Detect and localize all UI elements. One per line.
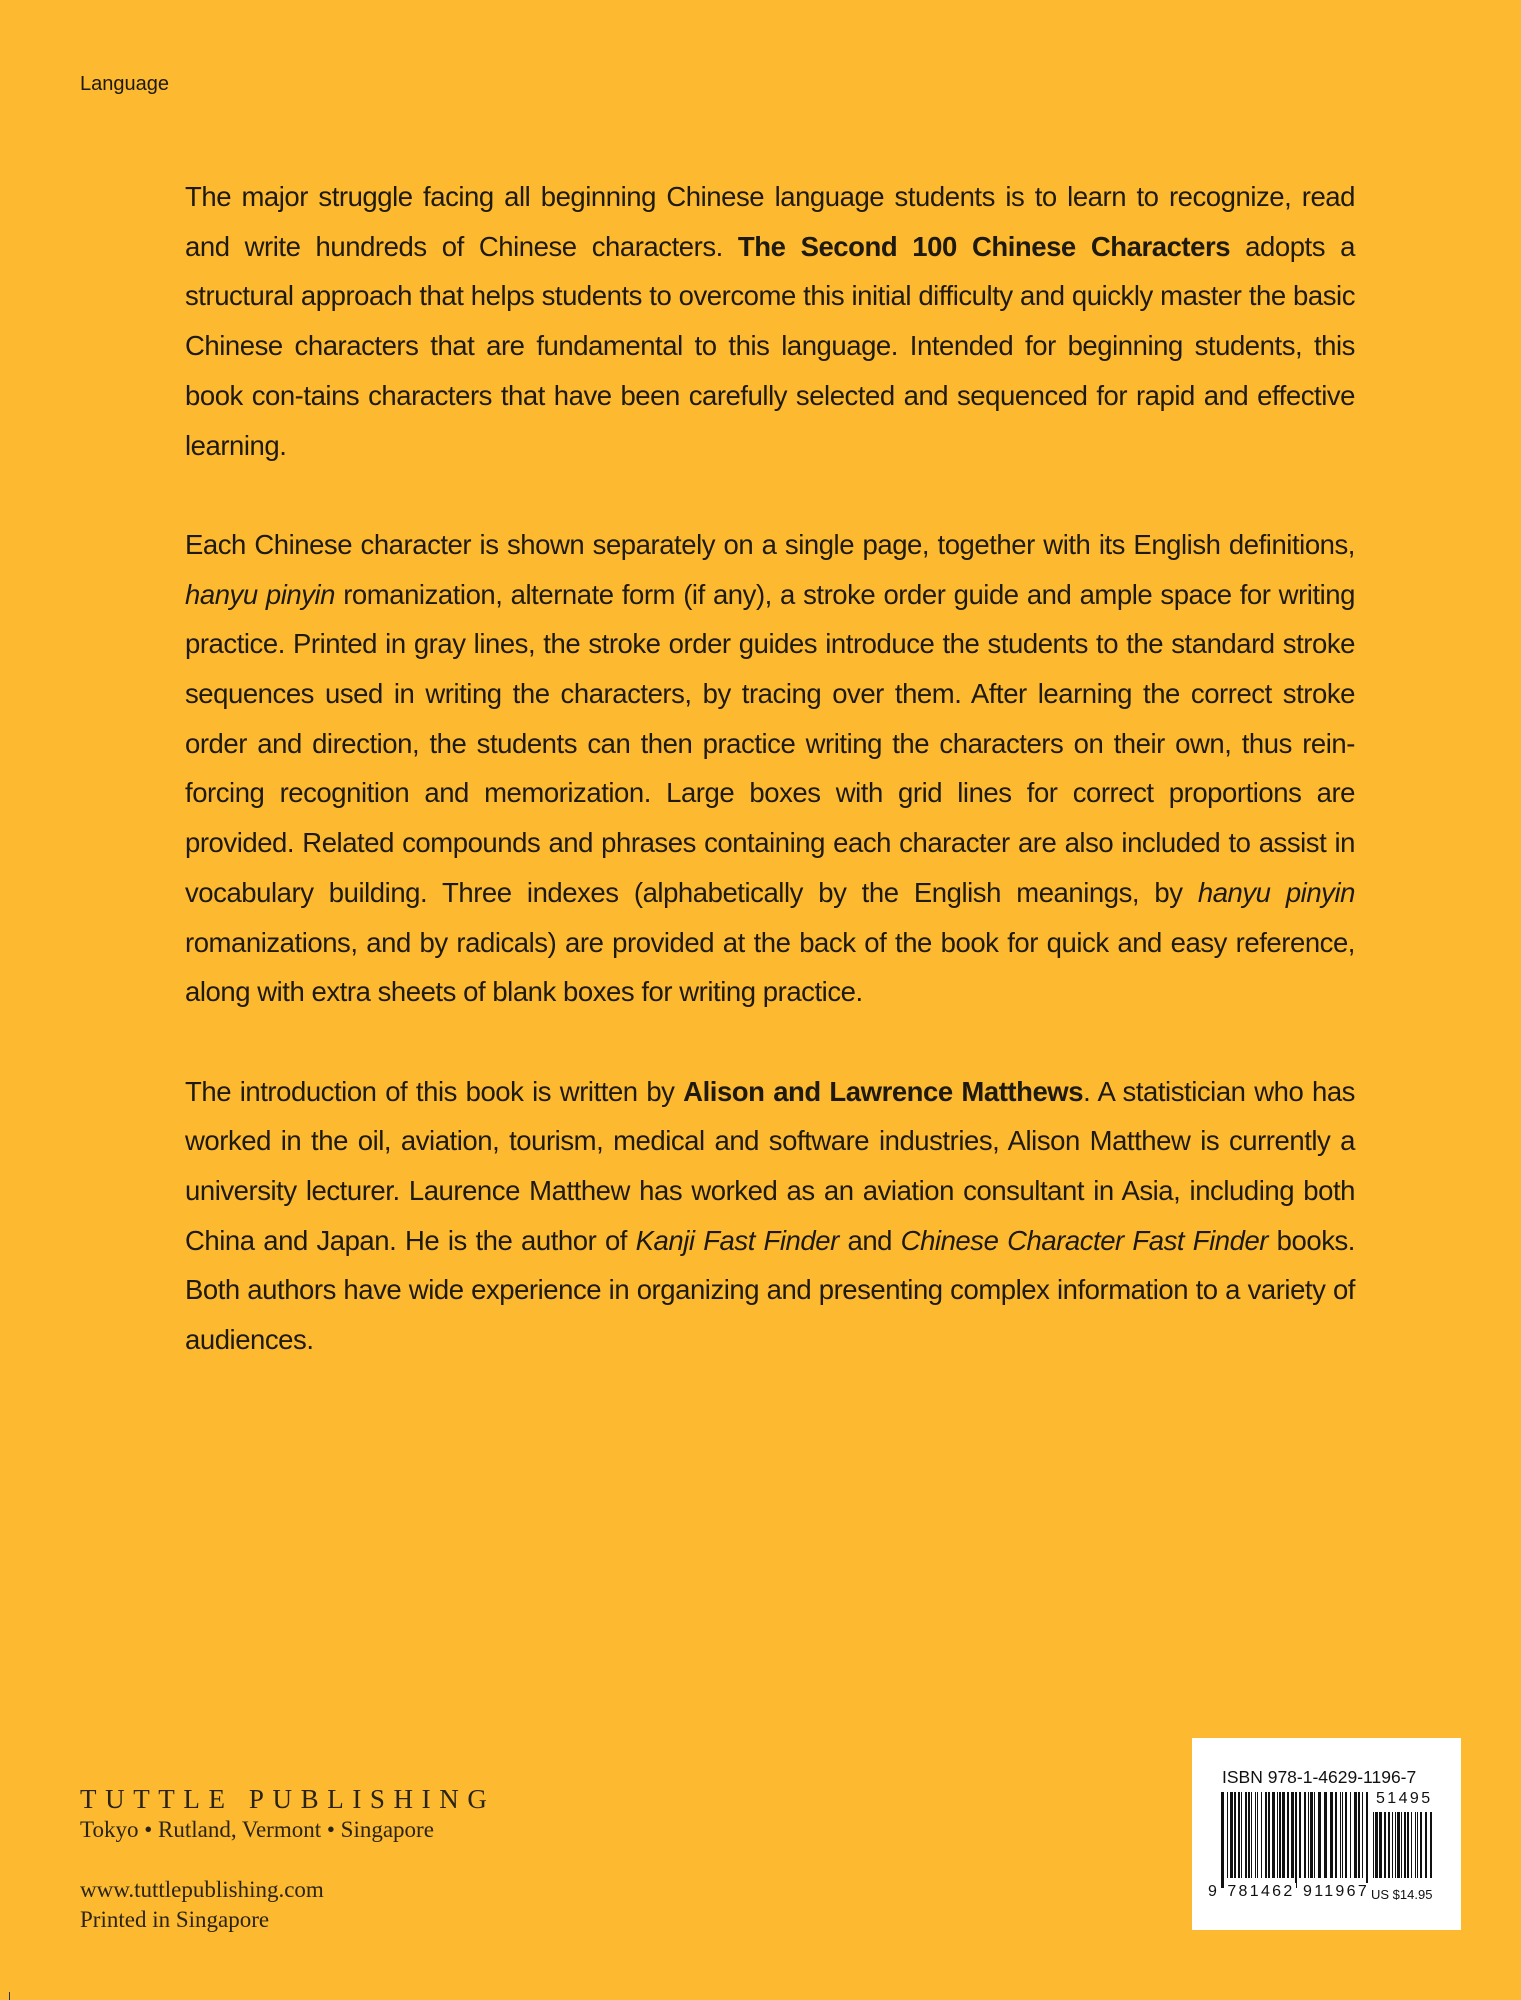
- barcode-bar: [1304, 1792, 1306, 1878]
- ean-right-digits: 911967: [1303, 1883, 1370, 1900]
- barcode-bar: [1318, 1792, 1321, 1878]
- barcode-bar: [1358, 1792, 1360, 1878]
- barcode-bar: [1238, 1792, 1240, 1878]
- paragraph-authors: [185, 1067, 1355, 1365]
- barcode-bar: [1430, 1812, 1432, 1878]
- barcode-bar: [1221, 1792, 1224, 1888]
- barcode-bar: [1310, 1792, 1313, 1878]
- barcode-bar: [1335, 1792, 1337, 1878]
- publisher-website: www.tuttlepublishing.com: [80, 1877, 324, 1902]
- barcode-bar: [1350, 1792, 1351, 1878]
- barcode-bar: [1265, 1792, 1267, 1878]
- barcode-bar: [1420, 1812, 1422, 1878]
- barcode-bar: [1261, 1792, 1262, 1878]
- barcode-bar: [1366, 1792, 1368, 1888]
- description-text: [185, 172, 1355, 1415]
- barcode-bar: [1299, 1792, 1301, 1878]
- ean-left-digits: 781462: [1227, 1883, 1295, 1900]
- text-run: hanyu pinyin: [185, 578, 336, 610]
- barcode-bar: [1287, 1792, 1289, 1878]
- text-run: The major struggle facing all beginning Chinese language students is to learn to recognize, read and write hundreds of Chinese characters.: [185, 181, 1355, 262]
- barcode-bar: [1279, 1792, 1281, 1878]
- barcode-bar: [1342, 1792, 1343, 1878]
- barcode-bar: [1392, 1812, 1393, 1878]
- publisher-name: TUTTLE PUBLISHING: [80, 1784, 496, 1814]
- barcode-bar: [1295, 1792, 1297, 1888]
- printed-in: Printed in Singapore: [80, 1907, 270, 1932]
- barcode-bar: [1255, 1792, 1256, 1878]
- barcode-bar: [1324, 1792, 1327, 1878]
- paragraph-intro: [185, 172, 1355, 470]
- barcode-bar: [1330, 1792, 1333, 1878]
- isbn-text: ISBN 978-1-4629-1196-7: [1222, 1767, 1417, 1787]
- ean-barcode: [1221, 1792, 1371, 1888]
- barcode-bar: [1411, 1812, 1412, 1878]
- publisher-block: [80, 1783, 495, 1935]
- text-run: . A statistician who has worked in the oil, aviation, tourism, medical and software industries, Alison Matthew is currently a university lecturer. Laurence Matthew has worked as an aviation consultant in Asia, including both China and Japan. He is the author of: [185, 1075, 1355, 1256]
- publisher-cities: Tokyo • Rutland, Vermont • Singapore: [80, 1817, 434, 1842]
- barcode-bar: [1397, 1812, 1400, 1878]
- barcode-bar: [1384, 1812, 1386, 1878]
- barcode-bar: [1362, 1792, 1363, 1878]
- price-text: US $14.95: [1371, 1887, 1433, 1902]
- barcode-bar: [1245, 1792, 1247, 1878]
- barcode-bar: [1379, 1812, 1382, 1878]
- barcode-bar: [1401, 1812, 1402, 1878]
- barcode-bar: [1373, 1812, 1374, 1878]
- barcode-bar: [1227, 1792, 1228, 1878]
- barcode-bar: [1395, 1812, 1396, 1878]
- barcode-bar: [1340, 1792, 1341, 1878]
- barcode-bar: [1234, 1792, 1236, 1878]
- text-run: The introduction of this book is written by: [185, 1075, 684, 1107]
- price-code: 51495: [1376, 1790, 1433, 1807]
- barcode-bar: [1407, 1812, 1409, 1878]
- barcode-bar: [1404, 1812, 1406, 1878]
- text-run: romanizations, and by radicals) are provided at the back of the book for quick and easy reference, along with extra sheets of blank boxes for writing practice.: [185, 926, 1355, 1008]
- barcode-bar: [1345, 1792, 1347, 1878]
- barcode-bar: [1291, 1792, 1294, 1878]
- barcode-bar: [1230, 1792, 1233, 1878]
- barcode-bar: [1314, 1792, 1315, 1878]
- barcode-bar: [1277, 1792, 1278, 1878]
- paragraph-features: [185, 520, 1355, 1017]
- barcode-bar: [1375, 1812, 1378, 1878]
- text-run: adopts a structural approach that helps students to overcome this initial difficulty and quickly master the basic Chinese characters that are fundamental to this language. Intended for beginning students, this book con-tains characters that have been carefully selected and sequenced for rapid and effective learning.: [185, 230, 1356, 461]
- barcode-bar: [1388, 1812, 1390, 1878]
- ean-digits: [1207, 1883, 1370, 1901]
- barcode-bar: [1308, 1792, 1309, 1878]
- text-run: Chinese Character Fast Finder: [900, 1224, 1269, 1256]
- barcode-bar: [1251, 1792, 1252, 1878]
- text-run: Kanji Fast Finder: [635, 1224, 839, 1256]
- barcode-bar: [1354, 1792, 1357, 1878]
- barcode-bar: [1415, 1812, 1416, 1878]
- barcode-bar: [1257, 1792, 1258, 1878]
- barcode-bar: [1282, 1792, 1285, 1878]
- barcode-bar: [1425, 1812, 1427, 1878]
- barcode-bar: [1272, 1792, 1275, 1878]
- category-label: Language: [80, 73, 169, 95]
- barcode-bar: [1268, 1792, 1270, 1878]
- ean-first-digit: 9: [1208, 1883, 1217, 1900]
- price-barcode: [1373, 1812, 1437, 1888]
- crop-mark: [9, 1992, 10, 2000]
- text-run: Each Chinese character is shown separately on a single page, together with its English definitions,: [185, 528, 1355, 560]
- text-run: hanyu pinyin: [1197, 876, 1355, 908]
- text-run: and: [838, 1224, 901, 1256]
- barcode-bar: [1248, 1792, 1250, 1878]
- text-run: Alison and Lawrence Matthews: [683, 1075, 1084, 1107]
- barcode-bar: [1241, 1792, 1242, 1878]
- text-run: books. Both authors have wide experience in organizing and presenting complex information to a variety of audiences.: [185, 1224, 1355, 1356]
- text-run: The Second 100 Chinese Characters: [737, 230, 1231, 262]
- barcode-bar: [1417, 1812, 1418, 1878]
- barcode-box: [1192, 1738, 1461, 1930]
- text-run: romanization, alternate form (if any), a stroke order guide and ample space for writing practice. Printed in gray lines, the stroke order guides introduce the students to the standard stroke sequences used in writing the characters, by tracing over them. After learning the correct stroke order and direction, the students can then practice writing the characters on their own, thus rein-forcing recognition and memorization. Large boxes with grid lines for correct proportions are provided. Related compounds and phrases containing each character are also included to assist in vocabulary building. Three indexes (alphabetically by the English meanings, by: [185, 578, 1355, 908]
